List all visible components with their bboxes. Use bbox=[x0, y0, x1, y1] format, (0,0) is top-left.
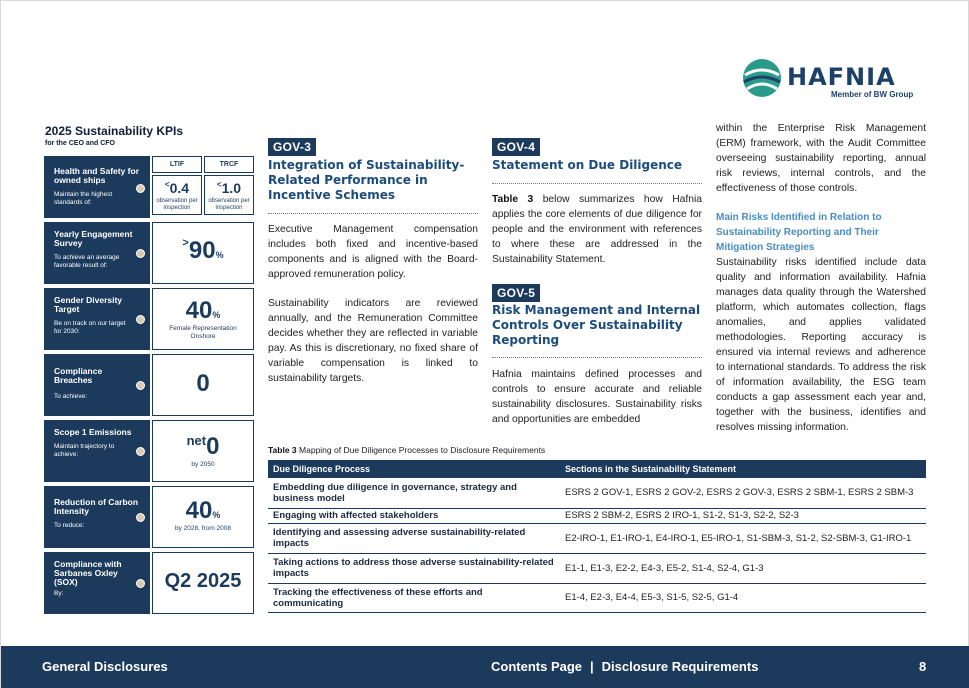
gov5-badge: GOV-5 bbox=[492, 284, 540, 302]
kpi-label bbox=[44, 222, 150, 284]
process-cell: Taking actions to address those adverse sustainability-related impacts bbox=[268, 553, 560, 583]
kpi-value-box bbox=[152, 288, 254, 350]
kpi-sox-compliance bbox=[44, 552, 254, 614]
gov3-badge: GOV-3 bbox=[268, 138, 316, 156]
section-name: General Disclosures bbox=[42, 659, 168, 674]
logo-tagline: Member of BW Group bbox=[831, 90, 914, 99]
kpi-unit: % bbox=[212, 510, 221, 520]
kpi-value-box bbox=[152, 486, 254, 548]
less-than-sign: < bbox=[216, 180, 222, 189]
divider bbox=[268, 213, 478, 214]
trcf-caption: observation per inspection bbox=[208, 198, 250, 211]
bullet-icon bbox=[136, 184, 145, 193]
table-caption bbox=[268, 445, 545, 455]
page-number: 8 bbox=[919, 659, 927, 674]
kpi-scope1-emissions bbox=[44, 420, 254, 482]
kpi-value-box bbox=[152, 552, 254, 614]
kpi-unit: % bbox=[215, 250, 224, 260]
erm-paragraph: within the Enterprise Risk Management (ERM) framework, with the Audit Committee overseeing sustainability reporting, annual risk reviews, internal controls, and the effectiveness of those controls. bbox=[716, 123, 926, 194]
column-header: Due Diligence Process bbox=[268, 460, 560, 478]
kpi-label bbox=[44, 156, 150, 218]
gov4-title: Statement on Due Diligence bbox=[492, 158, 683, 172]
bullet-icon bbox=[136, 513, 145, 522]
kpi-value: 0 bbox=[206, 433, 220, 460]
main-risks-heading: Main Risks Identified in Relation to Sustainability Reporting and Their Mitigation Strategies bbox=[716, 212, 882, 253]
caption-label: Table 3 bbox=[268, 445, 297, 455]
kpi-title: 2025 Sustainability KPIs bbox=[45, 124, 184, 138]
kpi-name: Reduction of Carbon Intensity bbox=[54, 497, 139, 516]
kpi-value-box bbox=[152, 420, 254, 482]
bullet-icon bbox=[136, 249, 145, 258]
kpi-desc: To reduce: bbox=[54, 522, 85, 529]
kpi-name: Scope 1 Emissions bbox=[54, 427, 132, 437]
kpi-subtitle: for the CEO and CFO bbox=[45, 140, 115, 147]
process-cell: Embedding due diligence in governance, strategy and business model bbox=[268, 478, 560, 508]
process-cell: Engaging with affected stakeholders bbox=[268, 508, 560, 523]
disclosure-requirements-link[interactable]: Disclosure Requirements bbox=[601, 659, 759, 674]
page-footer bbox=[1, 646, 969, 688]
caption-text: Mapping of Due Diligence Processes to Disclosure Requirements bbox=[296, 445, 546, 455]
kpi-name: Compliance with Sarbanes Oxley (SOX) bbox=[54, 559, 122, 587]
due-diligence-table bbox=[268, 460, 926, 613]
kpi-health-safety bbox=[44, 156, 254, 218]
kpi-label bbox=[44, 486, 150, 548]
bullet-icon bbox=[136, 447, 145, 456]
kpi-label bbox=[44, 354, 150, 416]
kpi-value: Q2 2025 bbox=[164, 570, 242, 592]
greater-than-sign: > bbox=[182, 237, 189, 249]
kpi-caption: by 2028, from 2008 bbox=[174, 525, 231, 532]
sections-cell: E2-IRO-1, E1-IRO-1, E4-IRO-1, E5-IRO-1, S1-SBM-3, S1-2, S2-SBM-3, G1-IRO-1 bbox=[560, 523, 926, 553]
kpi-desc: Be on track on our target for 2030: bbox=[54, 320, 126, 335]
table-row bbox=[268, 508, 926, 523]
gov3-paragraph-2: Sustainability indicators are reviewed annually, and the Remuneration Committee decides whether they are reflected in variable pay. As this is discretionary, no fixed share of variable compensation is linked to sustainability targets. bbox=[268, 298, 478, 384]
kpi-label bbox=[44, 288, 150, 350]
table-row bbox=[268, 553, 926, 583]
sections-cell: ESRS 2 SBM-2, ESRS 2 IRO-1, S1-2, S1-3, S2-2, S2-3 bbox=[560, 508, 926, 523]
hafnia-logo bbox=[741, 57, 931, 103]
gov3-paragraph-1: Executive Management compensation includes both fixed and incentive-based components and is aligned with the Board-approved remuneration policy. bbox=[268, 224, 478, 280]
kpi-unit: % bbox=[212, 310, 221, 320]
kpi-compliance-breaches bbox=[44, 354, 254, 416]
table-row bbox=[268, 478, 926, 508]
kpi-value: 40 bbox=[185, 497, 213, 524]
kpi-value-box bbox=[152, 354, 254, 416]
bullet-icon bbox=[136, 381, 145, 390]
kpi-engagement bbox=[44, 222, 254, 284]
ltif-caption: observation per inspection bbox=[156, 198, 198, 211]
kpi-desc: Maintain trajectory to achieve: bbox=[54, 443, 115, 458]
contents-page-link[interactable]: Contents Page bbox=[491, 659, 583, 674]
process-cell: Tracking the effectiveness of these efforts and communicating bbox=[268, 583, 560, 612]
kpi-desc: To achieve an average favorable result of: bbox=[54, 254, 120, 269]
sections-cell: E1-4, E2-3, E4-4, E5-3, S1-5, S2-5, G1-4 bbox=[560, 583, 926, 612]
kpi-gender-diversity bbox=[44, 288, 254, 350]
gov4-text: below summarizes how Hafnia applies the core elements of due diligence for people and the environment with references to where these are addressed in the Sustainability Statement. bbox=[492, 194, 703, 265]
trcf-value-cell bbox=[204, 175, 254, 215]
ltif-header: LTIF bbox=[152, 156, 202, 173]
sections-cell: ESRS 2 GOV-1, ESRS 2 GOV-2, ESRS 2 GOV-3, ESRS 2 SBM-1, ESRS 2 SBM-3 bbox=[560, 478, 926, 508]
column-header: Sections in the Sustainability Statement bbox=[560, 460, 926, 478]
ltif-value-cell bbox=[152, 175, 202, 215]
table-header-row bbox=[268, 460, 926, 478]
kpi-label bbox=[44, 420, 150, 482]
table-row bbox=[268, 583, 926, 612]
trcf-header: TRCF bbox=[204, 156, 254, 173]
gov4-badge: GOV-4 bbox=[492, 138, 540, 156]
bullet-icon bbox=[136, 579, 145, 588]
divider bbox=[492, 357, 702, 358]
divider bbox=[492, 183, 702, 184]
kpi-caption: by 2050 bbox=[191, 461, 215, 468]
process-cell: Identifying and assessing adverse sustainability-related impacts bbox=[268, 523, 560, 553]
kpi-desc: Maintain the highest standards of: bbox=[54, 191, 113, 206]
table-reference: Table 3 bbox=[492, 194, 534, 205]
kpi-name: Compliance Breaches bbox=[54, 366, 103, 385]
kpi-desc: To achieve: bbox=[54, 393, 87, 400]
risks-paragraph: Sustainability risks identified include data quality and information availability. Hafnia manages data quality through the Watershed platform, which automates collection, flags anomalies, and applies validated methodologies. Reporting accuracy is ensured via internal reviews and adherence to international standards. To address the risk of information availability, the ESG team conducts a gap assessment each year and, together with the business, identifies and resolves missing information. bbox=[716, 257, 926, 433]
logo-wordmark: HAFNIA bbox=[787, 63, 896, 91]
net-prefix: net bbox=[186, 433, 207, 448]
kpi-value: 90 bbox=[188, 237, 216, 264]
kpi-value-box bbox=[152, 222, 254, 284]
kpi-label bbox=[44, 552, 150, 614]
table-row bbox=[268, 523, 926, 553]
kpi-name: Yearly Engagement Survey bbox=[54, 229, 133, 248]
gov4-paragraph bbox=[492, 192, 702, 267]
kpi-desc: By: bbox=[54, 590, 64, 597]
footer-separator: | bbox=[590, 659, 594, 674]
kpi-value: 0 bbox=[196, 370, 210, 397]
sections-cell: E1-1, E1-3, E2-2, E4-3, E5-2, S1-4, S2-4, G1-3 bbox=[560, 553, 926, 583]
footer-nav bbox=[491, 659, 758, 674]
ltif-value: 0.4 bbox=[169, 180, 190, 196]
gov5-paragraph: Hafnia maintains defined processes and controls to ensure accurate and reliable sustainability disclosures. Sustainability risks and opportunities are embedded bbox=[492, 369, 702, 425]
bullet-icon bbox=[136, 315, 145, 324]
kpi-caption: Female Representation Onshore bbox=[169, 325, 237, 340]
trcf-value: 1.0 bbox=[221, 180, 242, 196]
kpi-carbon-intensity bbox=[44, 486, 254, 548]
kpi-name: Gender Diversity Target bbox=[54, 295, 123, 314]
globe-icon bbox=[741, 57, 783, 99]
kpi-value: 40 bbox=[185, 297, 213, 324]
gov5-title: Risk Management and Internal Controls Over Sustainability Reporting bbox=[492, 303, 701, 347]
less-than-sign: < bbox=[164, 180, 170, 189]
kpi-name: Health and Safety for owned ships bbox=[54, 166, 140, 185]
gov3-title: Integration of Sustainability-Related Performance in Incentive Schemes bbox=[268, 158, 465, 202]
